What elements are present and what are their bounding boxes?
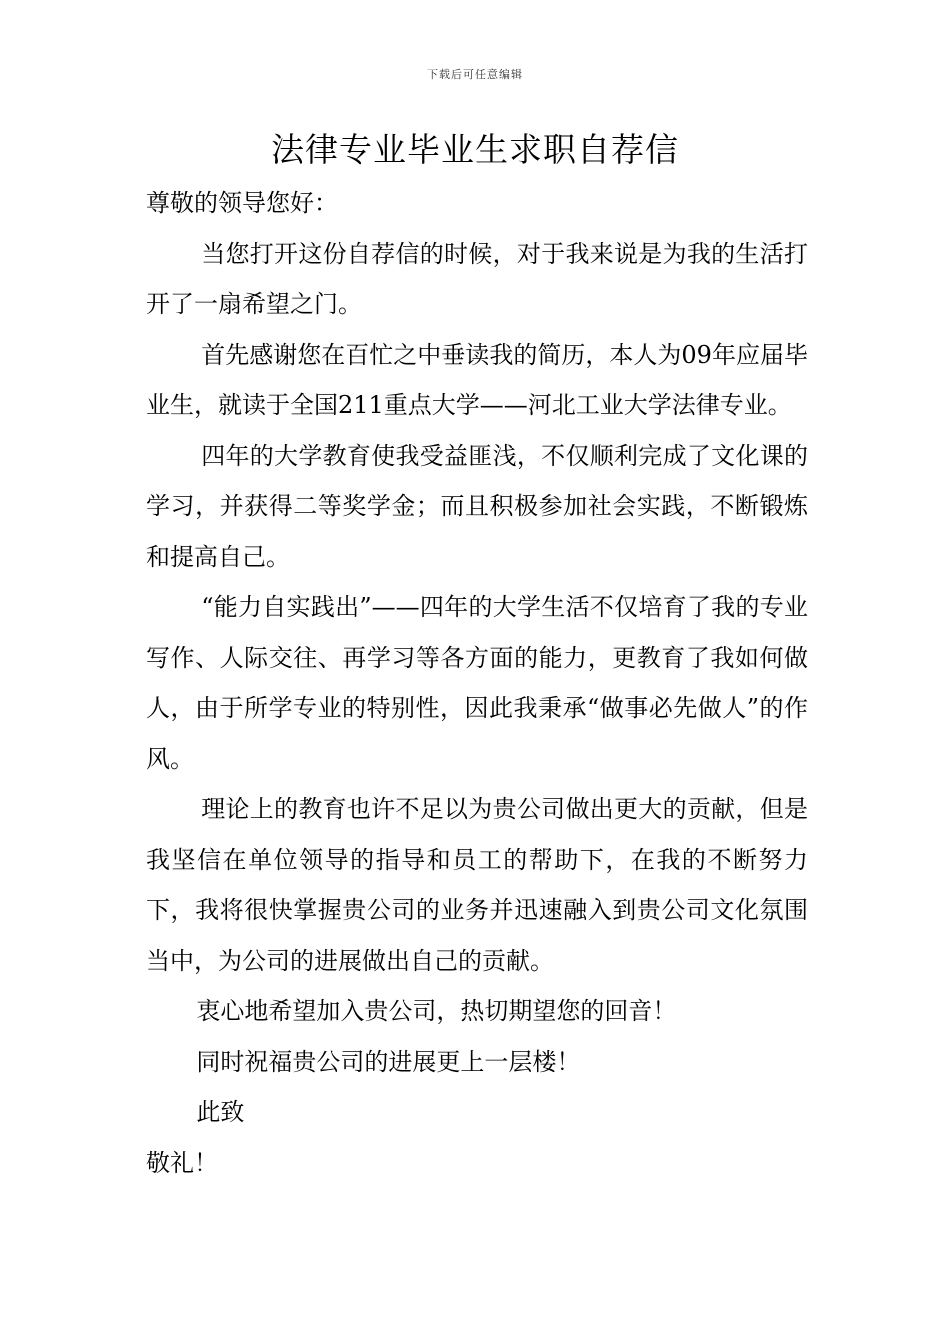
greeting: 尊敬的领导您好： [146,189,338,217]
wish-line-blessing: 同时祝福贵公司的进展更上一层楼！ [196,1047,581,1076]
header-note: 下载后可任意编辑 [427,68,523,81]
paragraph-opening: 当您打开这份自荐信的时候，对于我来说是为我的生活打开了一扇希望之门。 [146,239,808,318]
wish-line-join: 衷心地希望加入贵公司，热切期望您的回音！ [196,997,677,1025]
document-title: 法律专业毕业生求职自荐信 [271,130,679,169]
closing-jingli: 敬礼！ [146,1148,218,1177]
paragraph-introduction: 首先感谢您在百忙之中垂读我的简历，本人为09年应届毕业生，就读于全国211重点大学——河北工业大学法律专业。 [146,340,808,419]
paragraph-abilities: “能力自实践出”——四年的大学生活不仅培育了我的专业写作、人际交往、再学习等各方面的能力，更教育了我如何做人，由于所学专业的特别性，因此我秉承“做事必先做人”的作风。 [146,593,808,773]
paragraph-contribution: 理论上的教育也许不足以为贵公司做出更大的贡献，但是我坚信在单位领导的指导和员工的帮助下，在我的不断努力下，我将很快掌握贵公司的业务并迅速融入到贵公司文化氛围当中，为公司的进展做出自己的贡献。 [146,795,808,975]
paragraph-education: 四年的大学教育使我受益匪浅，不仅顺利完成了文化课的学习，并获得二等奖学金；而且积极参加社会实践，不断锻炼和提高自己。 [146,441,808,571]
salutation-cizhi: 此致 [196,1098,245,1126]
letter-body [146,178,808,1188]
